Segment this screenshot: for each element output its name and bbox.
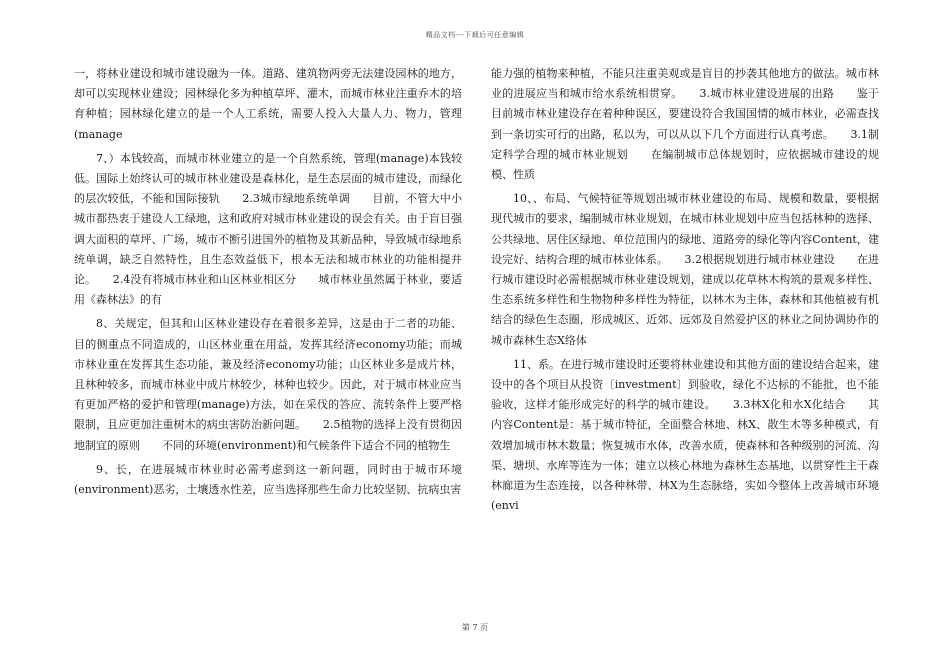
left-paragraph-3: 8、关规定，但其和山区林业建设存在着很多差异，这是由于二者的功能、目的侧重点不同造成的，山区林业重在用益，发挥其经济economy功能；而城市林业重在发挥其生态功能，兼及经济economy功能；山区林业多是成片林，且林种较多，而城市林业中成片林较少，林种也较少。因此，对于城市林业应当有更加严格的爱护和管理(manage)方法，如在采伐的答应、流转条件上要严格限制，且应更加注重树木的病虫害防治新问题。 2.5植物的选择上没有贯彻因地制宜的原则 不同的环境(environment)和气候条件下适合不同的植物生 — [74, 317, 462, 452]
right-paragraph-3: 11、系。在进行城市建设时还要将林业建设和其他方面的建设结合起来，建设中的各个项目从投资〔investment〕到验收，绿化不达标的不能批，也不能验收，这样才能形成完好的科学的城市建设。 3.3林X化和水X化结合 其内容Content是：基于城市特征，全面整合林地、林X、散生木等多种模式，有效增加城市林木数量；恢复城市水体，改善水质，使森林和各种级别的河流、沟渠、塘坝、水库等连为一体；建立以核心林地为森林生态基地，以贯穿性主干森林廊道为生态连接，以各种林带、林X为生态脉络，实如今整体上改善城市环境(envi — [491, 357, 879, 513]
right-paragraph-2: 10、、布局、气候特征等规划出城市林业建设的布局、规模和数量，要根据现代城市的要求，编制城市林业规划，在城市林业规划中应当包括林种的选择、公共绿地、居住区绿地、单位范围内的绿地、道路旁的绿化等内容Content，建设完好、结构合理的城市林业体系。 3.2根据规划进行城市林业建设 在进行城市建设时必需根据城市林业建设规划，建成以花草林木构筑的景观多样性、生态系统多样性和生物物种多样性为特征，以林木为主体，森林和其他植被有机结合的绿色生态圈，形成城区、近郊、远郊及自然爱护区的林业之间协调协作的城市森林生态X络体 — [491, 192, 879, 347]
right-paragraph-1: 能力强的植物来种植，不能只注重美观或是盲目的抄袭其他地方的做法。城市林业的进展应当和城市给水系统相贯穿。 3.城市林业建设进展的出路 鉴于目前城市林业建设存在着种种误区，要建设符合我国国情的城市林业，必需查找到一条切实可行的出路，私以为，可以从以下几个方面进行认真考虑。 3.1制定科学合理的城市林业规划 在编制城市总体规划时，应依据城市建设的规模、性质 — [491, 67, 879, 182]
left-paragraph-2: 7、）本钱较高，而城市林业建立的是一个自然系统，管理(manage)本钱较低。国际上始终认可的城市林业建设是森林化，是生态层面的城市建设，而绿化的层次较低，不能和国际接轨 2.3城市绿地系统单调 目前，不管大中小城市都热衷于建设人工绿地，这和政府对城市林业建设的误会有关。由于盲目强调大面积的草坪、广场，城市不断引进国外的植物及其新品种，导致城市绿地系统单调，缺乏自然特性，且生态效益低下，根本无法和城市林业的功能相提并论。 2.4没有将城市林业和山区林业相区分 城市林业虽然属于林业，要适用《森林法》的有 — [74, 151, 462, 307]
right-column — [491, 64, 879, 520]
page-header: 精品文档---下载后可任意编辑 — [425, 31, 525, 39]
left-paragraph-1: 一，将林业建设和城市建设融为一体。道路、建筑物两旁无法建设园林的地方，却可以实现林业建设；园林绿化多为种植草坪、灌木，而城市林业注重乔木的培育种植；园林绿化建立的是一个人工系统，需要人投入大量人力、物力，管理(manage — [74, 67, 462, 141]
page-number: 第 7 页 — [461, 623, 489, 632]
left-paragraph-4: 9、长，在进展城市林业时必需考虑到这一新问题，同时由于城市环境(environment)恶劣，土壤透水性差，应当选择那些生命力比较坚韧、抗病虫害 — [74, 462, 462, 497]
left-column — [74, 64, 462, 504]
